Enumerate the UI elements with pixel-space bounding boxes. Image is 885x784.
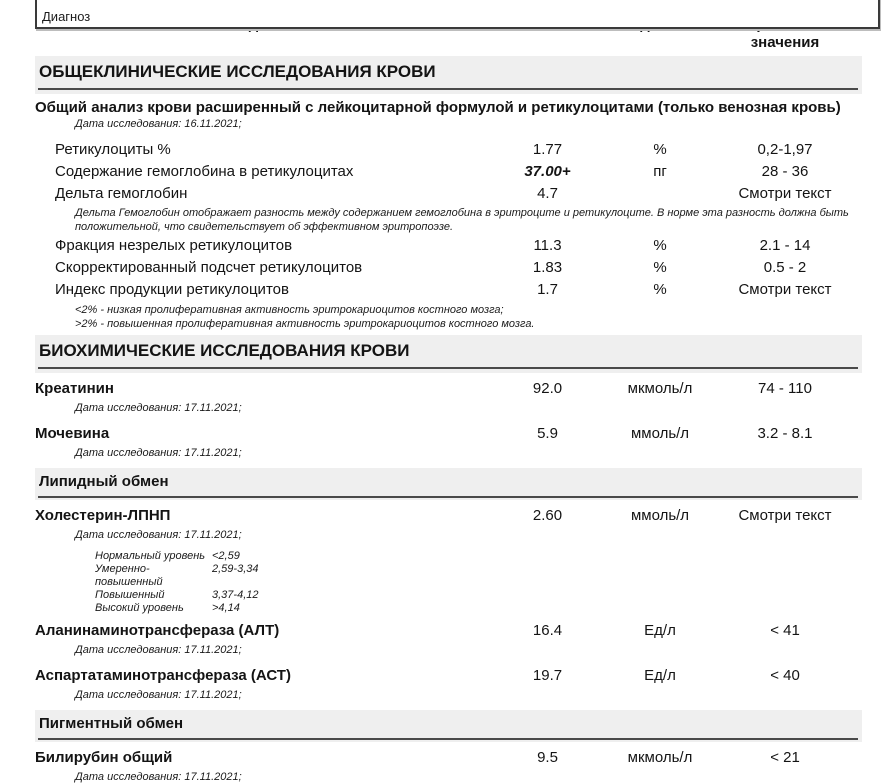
test-norm-range: 28 - 36	[761, 163, 809, 180]
test-name: Мочевина	[35, 425, 110, 442]
table-row	[0, 378, 885, 400]
test-value: 1.83	[532, 259, 563, 276]
subsection-header-pigment	[35, 710, 862, 742]
subsection-title: Пигментный обмен	[38, 715, 858, 740]
test-name: Фракция незрелых ретикулоцитов	[55, 237, 293, 254]
test-unit: мкмоль/л	[627, 749, 693, 766]
test-unit: %	[653, 259, 667, 276]
lab-report-page	[0, 9, 885, 783]
test-value: 2.60	[532, 507, 563, 524]
test-name: Содержание гемоглобина в ретикулоцитах	[55, 163, 354, 180]
ldl-level-row	[95, 550, 885, 563]
study-date: Дата исследования: 17.11.2021;	[75, 402, 242, 414]
table-row	[0, 505, 885, 527]
ldl-level-label: Повышенный	[95, 589, 165, 601]
test-unit	[615, 183, 705, 205]
method-note-rpi	[75, 304, 855, 331]
table-row	[0, 235, 885, 257]
test-unit: мкмоль/л	[627, 380, 693, 397]
test-norm-range: < 40	[770, 667, 800, 684]
test-norm-range: Смотри текст	[738, 507, 832, 524]
ldl-level-range: >4,14	[212, 602, 240, 614]
test-unit: %	[653, 237, 667, 254]
test-unit: пг	[653, 163, 667, 180]
test-norm-range: < 41	[770, 622, 800, 639]
test-unit: %	[653, 281, 667, 298]
table-row	[0, 183, 885, 205]
test-value: 19.7	[532, 667, 563, 684]
test-value: 4.7	[537, 185, 558, 202]
test-name: Индекс продукции ретикулоцитов	[55, 281, 289, 298]
method-note-rpi-line1: <2% - низкая пролиферативная активность эритрокариоцитов костного мозга;	[75, 304, 504, 316]
test-name: Аланинаминотрансфераза (АЛТ)	[35, 622, 280, 639]
method-note-rpi-line2: >2% - повышенная пролиферативная активность эритрокариоцитов костного мозга.	[75, 317, 535, 330]
test-norm-range: 74 - 110	[758, 380, 812, 397]
section-header-clinical-blood	[35, 56, 862, 94]
ldl-level-range: 2,59-3,34	[212, 563, 259, 575]
study-date: Дата исследования: 17.11.2021;	[75, 447, 242, 459]
test-name: Холестерин-ЛПНП	[35, 507, 171, 524]
test-unit: %	[653, 141, 667, 158]
table-row	[0, 620, 885, 642]
test-name: Билирубин общий	[35, 749, 173, 766]
test-value: 9.5	[537, 749, 558, 766]
test-norm-range: Смотри текст	[738, 281, 832, 298]
table-row	[0, 665, 885, 687]
test-norm-range: 0,2-1,97	[757, 141, 813, 158]
test-name: Дельта гемоглобин	[55, 185, 188, 202]
table-row	[0, 747, 885, 769]
test-group-title: Общий анализ крови расширенный с лейкоцитарной формулой и ретикулоцитами (только венозная кровь)	[35, 99, 841, 116]
test-norm-range: 3.2 - 8.1	[757, 425, 813, 442]
diagnosis-label: Диагноз	[42, 9, 91, 24]
test-unit: ммоль/л	[630, 425, 690, 442]
test-norm-range: 0.5 - 2	[763, 259, 807, 276]
section-title: ОБЩЕКЛИНИЧЕСКИЕ ИССЛЕДОВАНИЯ КРОВИ	[38, 62, 858, 90]
test-value: 16.4	[532, 622, 563, 639]
table-row	[0, 161, 885, 183]
ldl-level-row	[95, 589, 885, 602]
test-norm-range: 2.1 - 14	[759, 237, 811, 254]
subsection-header-lipid	[35, 468, 862, 500]
column-header-norm: значения	[750, 34, 820, 51]
study-date: Дата исследования: 17.11.2021;	[75, 529, 242, 541]
test-name: Скорректированный подсчет ретикулоцитов	[55, 259, 363, 276]
table-row	[0, 423, 885, 445]
test-value: 92.0	[532, 380, 563, 397]
study-date: Дата исследования: 16.11.2021;	[75, 118, 242, 130]
test-value: 5.9	[537, 425, 558, 442]
test-value: 11.3	[533, 237, 562, 254]
test-name: Аспартатаминотрансфераза (АСТ)	[35, 667, 291, 684]
test-unit: Ед/л	[644, 622, 676, 639]
test-name: Ретикулоциты %	[55, 141, 171, 158]
study-date: Дата исследования: 17.11.2021;	[75, 771, 242, 783]
study-date: Дата исследования: 17.11.2021;	[75, 689, 242, 701]
subsection-title: Липидный обмен	[38, 473, 858, 498]
diagnosis-field[interactable]	[35, 0, 880, 29]
study-date: Дата исследования: 17.11.2021;	[75, 644, 242, 656]
table-row	[0, 257, 885, 279]
ldl-level-label: Нормальный уровень	[95, 550, 206, 562]
ldl-level-row	[95, 563, 885, 589]
test-norm-range: < 21	[770, 749, 800, 766]
test-unit: ммоль/л	[630, 507, 690, 524]
method-note-delta-hemoglobin: Дельта Гемоглобин отображает разность между содержанием гемоглобина в эритроците и ретикулоците. В норме эта разность должна быть положительной, что свидетельствует об эффективном эритропоэзе.	[75, 207, 849, 233]
test-unit: Ед/л	[644, 667, 676, 684]
ldl-level-range: 3,37-4,12	[212, 589, 259, 601]
table-row	[0, 139, 885, 161]
test-value-flagged: 37.00+	[524, 163, 571, 180]
ldl-level-row	[95, 602, 885, 615]
ldl-reference-levels	[95, 550, 885, 615]
section-title: БИОХИМИЧЕСКИЕ ИССЛЕДОВАНИЯ КРОВИ	[38, 341, 858, 369]
test-name: Креатинин	[35, 380, 114, 397]
test-value: 1.77	[532, 141, 563, 158]
table-row	[0, 279, 885, 301]
ldl-level-label: Умеренно-повышенный	[95, 563, 163, 588]
section-header-biochemistry	[35, 335, 862, 373]
ldl-level-label: Высокий уровень	[95, 602, 184, 614]
test-norm-range: Смотри текст	[738, 185, 832, 202]
ldl-level-range: <2,59	[212, 550, 240, 562]
test-value: 1.7	[537, 281, 558, 298]
